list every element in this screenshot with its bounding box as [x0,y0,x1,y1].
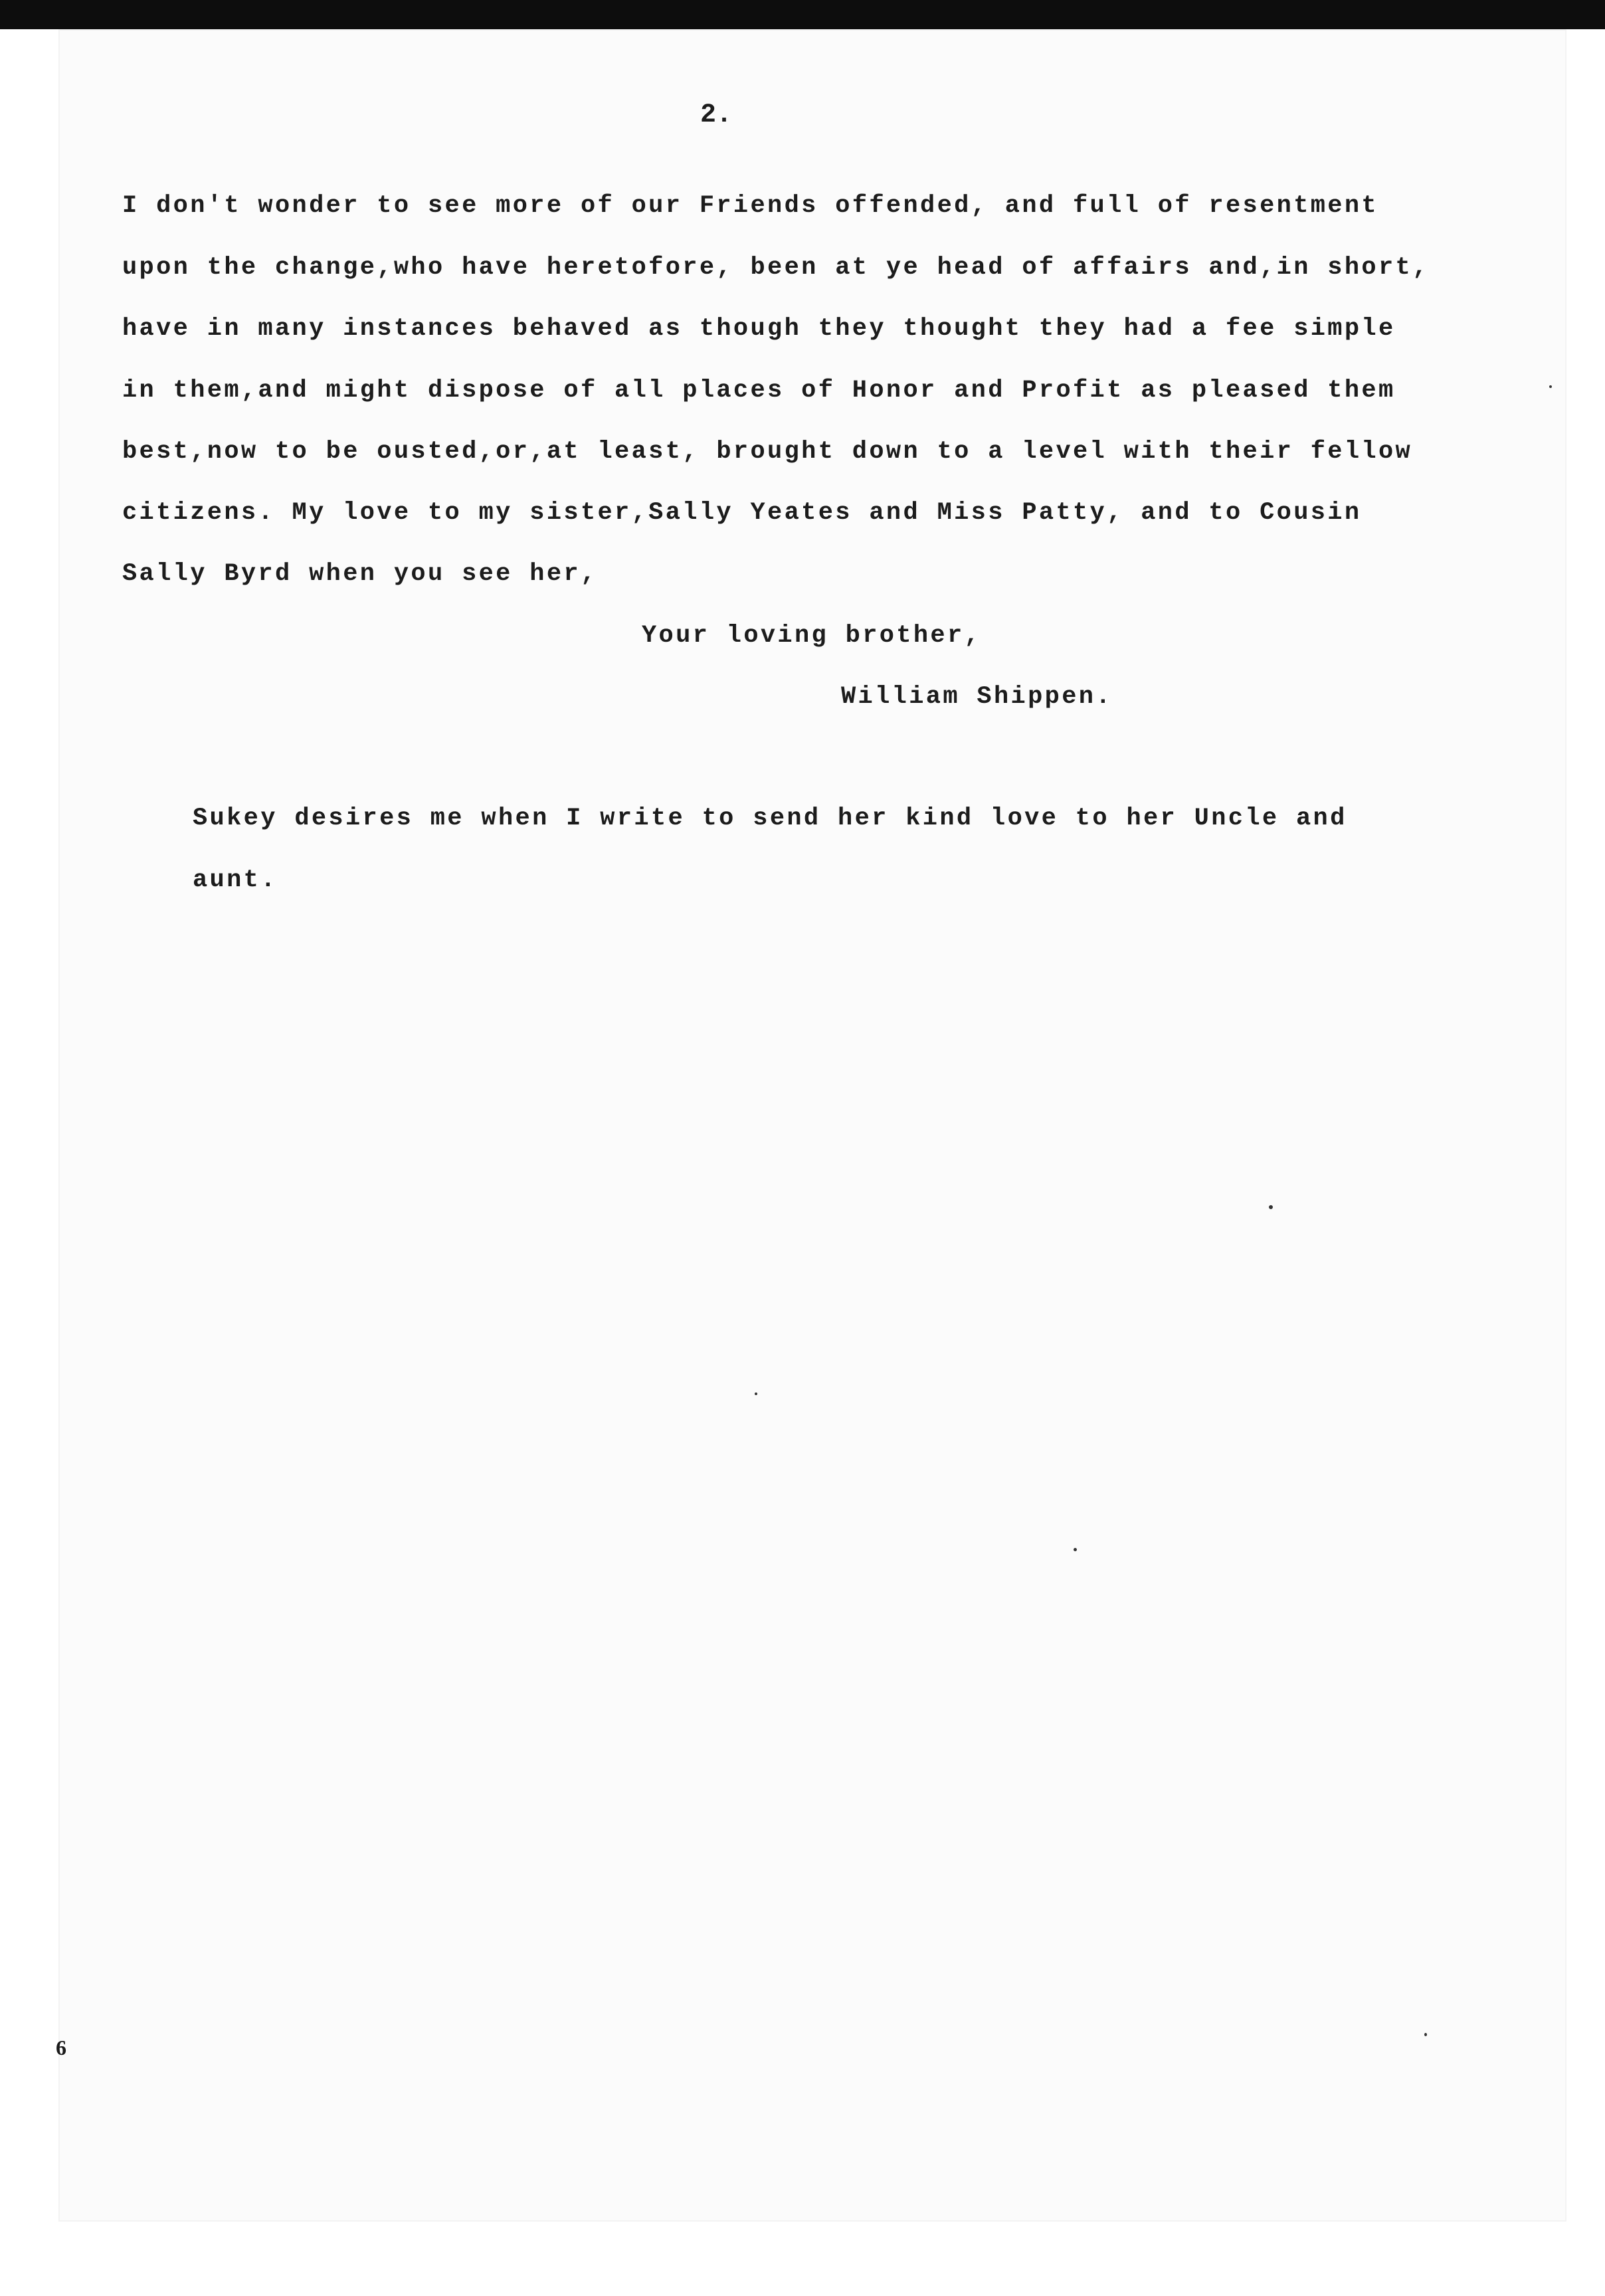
scan-speck [1074,1548,1077,1551]
margin-mark: 6 [56,2036,66,2059]
letter-line: in them,and might dispose of all places of Honor and Profit as pleased them [122,377,1396,405]
letter-line: best,now to be ousted,or,at least, brought down to a level with their fellow [122,438,1413,466]
postscript-line: aunt. [193,866,278,894]
letter-signature: William Shippen. [841,683,1113,711]
letter-line: upon the change,who have heretofore, been at ye head of affairs and,in short, [122,254,1430,282]
letter-closing: Your loving brother, [642,622,982,650]
scan-speck [1549,385,1552,388]
postscript-line: Sukey desires me when I write to send her kind love to her Uncle and [193,805,1347,832]
letter-line: have in many instances behaved as though they thought they had a fee simple [122,315,1396,343]
scan-speck [1269,1205,1273,1209]
scan-speck [755,1392,757,1395]
document-page [58,29,1566,2222]
scan-speck [1424,2033,1427,2036]
letter-line: Sally Byrd when you see her, [122,560,598,588]
letter-line: citizens. My love to my sister,Sally Yeates and Miss Patty, and to Cousin [122,499,1362,527]
page-number: 2. [700,100,733,130]
scan-top-border [0,0,1605,29]
letter-line: I don't wonder to see more of our Friends offended, and full of resentment [122,192,1378,220]
